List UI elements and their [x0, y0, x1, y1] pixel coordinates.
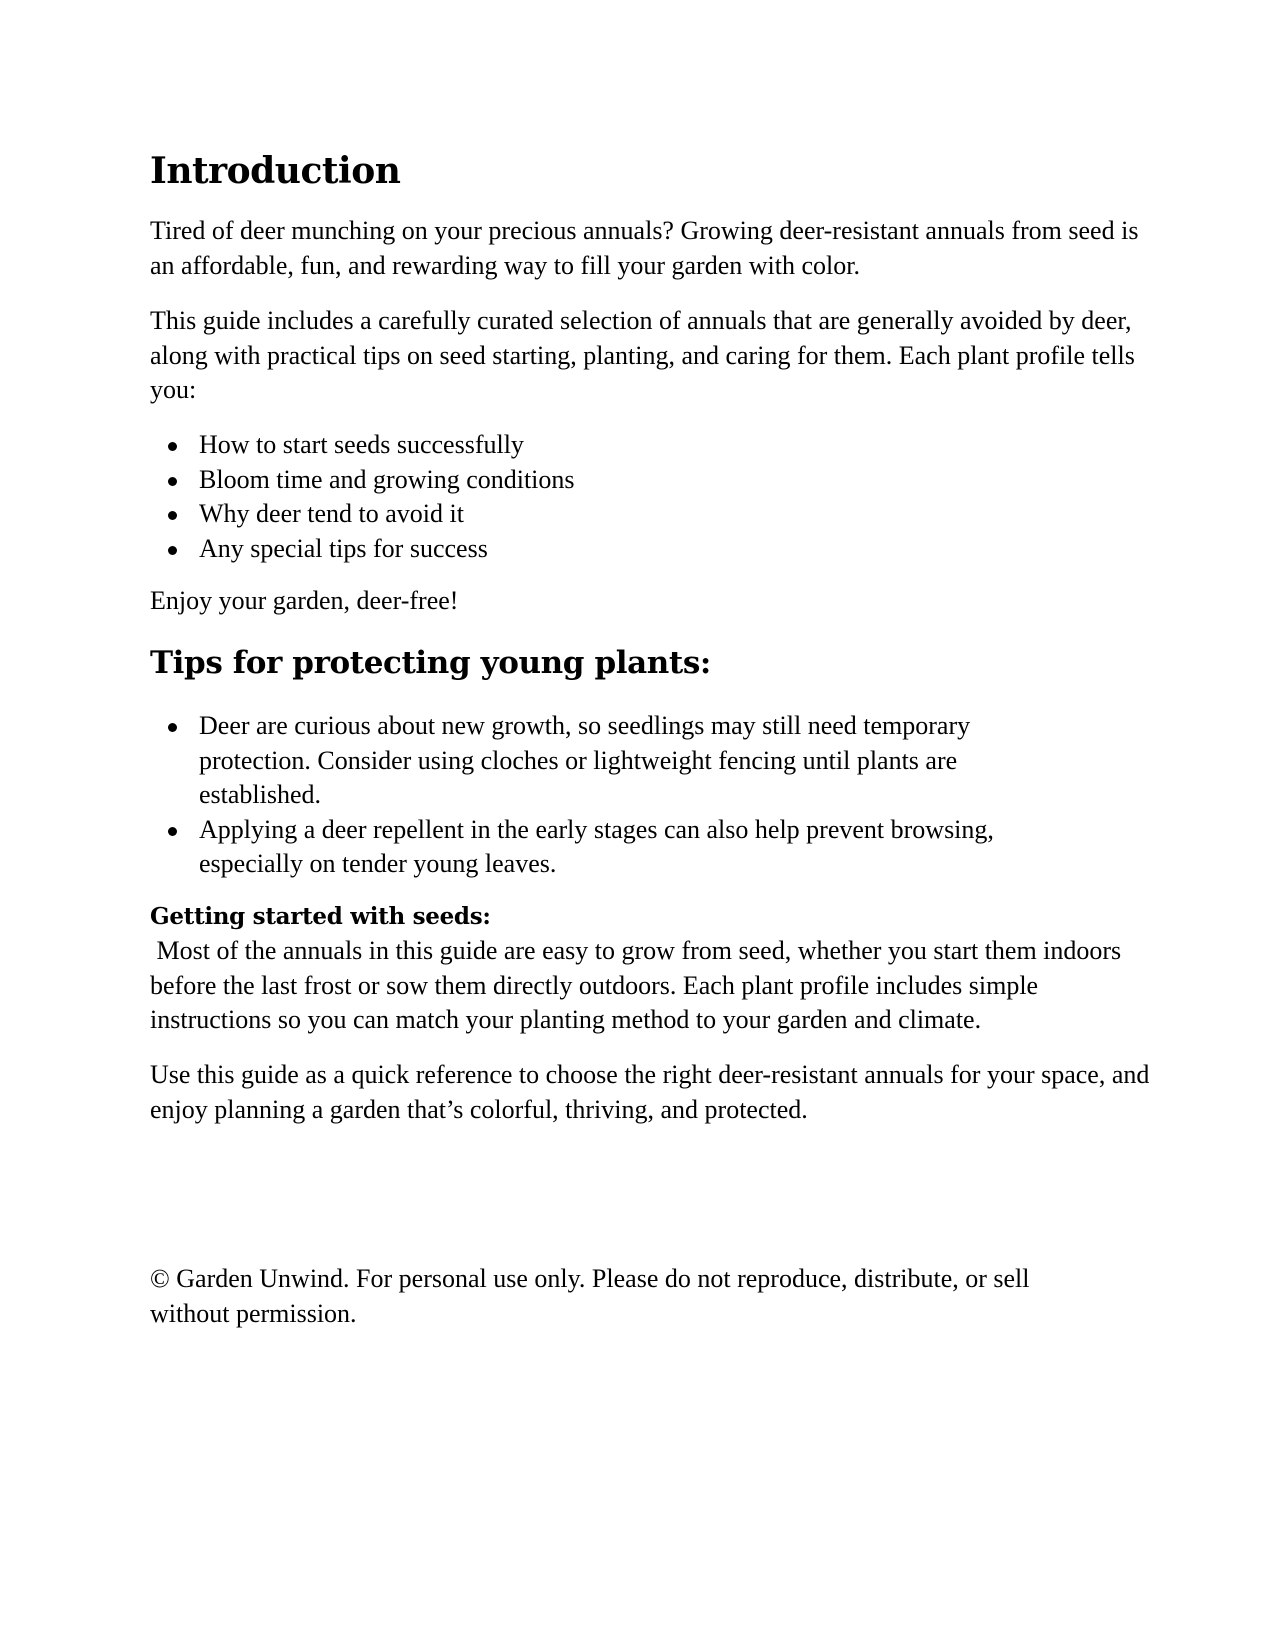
list-item-text: Any special tips for success [199, 533, 488, 563]
bullet-icon [168, 827, 177, 836]
list-item [150, 813, 1019, 882]
bullet-icon [168, 723, 177, 732]
list-item [150, 428, 1150, 463]
list-item-text: Applying a deer repellent in the early stages can also help prevent browsing, especially on tender young leaves. [199, 814, 994, 878]
intro-closing: Enjoy your garden, deer-free! [150, 586, 459, 615]
bullet-icon [168, 546, 177, 555]
intro-paragraph-1: Tired of deer munching on your precious annuals? Growing deer-resistant annuals from seed is an affordable, fun, and rewarding way to fill your garden with color. [150, 216, 1139, 280]
list-item [150, 497, 1150, 532]
list-item-text: Bloom time and growing conditions [199, 464, 575, 494]
copyright-notice: © Garden Unwind. For personal use only. Please do not reproduce, distribute, or sell without permission. [150, 1264, 1030, 1328]
tips-list [150, 709, 1150, 882]
list-item-text: Deer are curious about new growth, so seedlings may still need temporary protection. Consider using cloches or lightweight fencing until plants are established. [199, 711, 971, 809]
bullet-icon [168, 511, 177, 520]
intro-heading: Introduction [150, 150, 401, 192]
list-item [150, 532, 1150, 567]
seeds-body: Most of the annuals in this guide are easy to grow from seed, whether you start them indoors before the last frost or sow them directly outdoors. Each plant profile includes simple instructions so you can match your planting method to your garden and climate. [150, 936, 1128, 1034]
list-item [150, 463, 1150, 498]
list-item-text: Why deer tend to avoid it [199, 499, 464, 528]
seeds-heading: Getting started with seeds: [150, 903, 491, 930]
bullet-icon [168, 442, 177, 451]
bullet-icon [168, 477, 177, 486]
list-item-text: How to start seeds successfully [199, 430, 524, 459]
plant-profile-list [150, 428, 1150, 566]
tips-heading: Tips for protecting young plants: [150, 645, 711, 681]
guide-usage-paragraph: Use this guide as a quick reference to choose the right deer-resistant annuals for your space, and enjoy planning a garden that’s colorful, thriving, and protected. [150, 1060, 1150, 1124]
intro-paragraph-2: This guide includes a carefully curated selection of annuals that are generally avoided by deer, along with practical tips on seed starting, planting, and caring for them. Each plant profile tells you: [150, 306, 1135, 404]
list-item [150, 709, 979, 813]
